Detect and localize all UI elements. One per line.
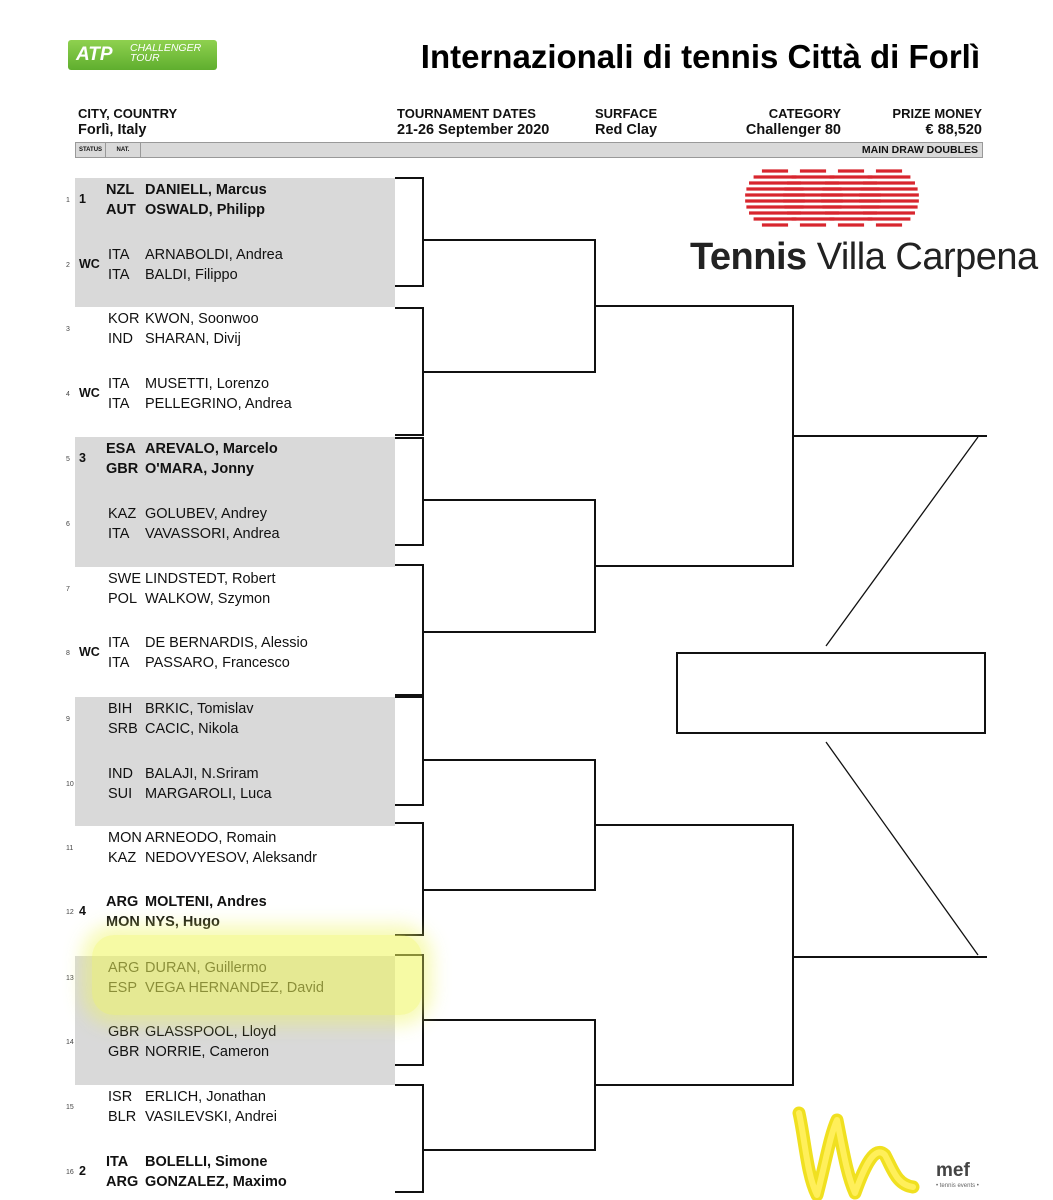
player-nationality: KAZ [108, 850, 137, 866]
player-name: AREVALO, Marcelo [145, 441, 278, 457]
player-name: BALAJI, N.Sriram [145, 766, 259, 782]
draw-position-number: 4 [66, 391, 70, 398]
r1-bracket-5 [395, 697, 423, 805]
player-nationality: GBR [106, 461, 139, 477]
mef-tagline: • tennis events • [936, 1183, 979, 1189]
entry-status: WC [79, 645, 100, 659]
draw-position-number: 10 [66, 781, 74, 788]
r2-bracket-3 [423, 760, 595, 890]
player-nationality: MON [108, 830, 142, 846]
player-nationality: GBR [108, 1044, 140, 1060]
player-name: ERLICH, Jonathan [145, 1089, 266, 1105]
r2-bracket-4 [423, 1020, 595, 1150]
draw-position-number: 1 [66, 197, 70, 204]
draw-position-number: 6 [66, 521, 70, 528]
draw-position-number: 16 [66, 1169, 74, 1176]
player-name: OSWALD, Philipp [145, 202, 266, 218]
sf-bracket-2 [595, 825, 793, 1085]
player-nationality: SWE [108, 571, 142, 587]
diagonal-top [826, 437, 978, 646]
r1-bracket-2 [395, 308, 423, 435]
player-name: KWON, Soonwoo [145, 311, 259, 327]
entry-status: 1 [79, 192, 86, 206]
draw-position-number: 9 [66, 716, 70, 723]
prize-label: PRIZE MONEY [892, 106, 982, 121]
category-value: Challenger 80 [745, 122, 841, 138]
player-name: BRKIC, Tomislav [145, 701, 254, 717]
player-nationality: ISR [108, 1089, 133, 1105]
draw-position-number: 8 [66, 650, 70, 657]
player-nationality: SRB [108, 721, 138, 737]
player-name: SHARAN, Divij [145, 331, 241, 347]
r2-bracket-1 [423, 240, 595, 372]
champion-box [676, 652, 986, 734]
player-nationality: ITA [108, 635, 130, 651]
city-label: CITY, COUNTRY [78, 106, 178, 121]
player-nationality: ARG [106, 894, 139, 910]
draw-position-number: 11 [66, 845, 74, 852]
draw-type: MAIN DRAW DOUBLES [861, 144, 978, 156]
player-nationality: BIH [108, 701, 133, 717]
player-name: NYS, Hugo [145, 914, 220, 930]
draw-position-number: 7 [66, 586, 70, 593]
player-name: BALDI, Filippo [145, 267, 238, 283]
player-nationality: ESA [106, 441, 136, 457]
draw-position-number: 5 [66, 456, 70, 463]
player-nationality: ITA [106, 1154, 129, 1170]
player-name: MUSETTI, Lorenzo [145, 376, 270, 392]
player-name: MOLTENI, Andres [145, 894, 267, 910]
dates-label: TOURNAMENT DATES [397, 106, 536, 121]
city-value: Forlì, Italy [78, 122, 147, 138]
tennis-villa-carpena-text: Tennis Villa Carpena [690, 236, 1038, 278]
highlight-marker [92, 935, 422, 1015]
player-name: WALKOW, Szymon [145, 591, 271, 607]
dates-value: 21-26 September 2020 [397, 122, 550, 138]
entry-status: WC [79, 257, 100, 271]
player-nationality: NZL [106, 182, 135, 198]
player-name: LINDSTEDT, Robert [145, 571, 276, 587]
player-name: DANIELL, Marcus [145, 182, 267, 198]
sf-bracket-1 [595, 306, 793, 566]
page-title: Internazionali di tennis Città di Forlì [420, 38, 980, 75]
player-nationality: KAZ [108, 506, 137, 522]
category-label: CATEGORY [768, 106, 841, 121]
surface-label: SURFACE [595, 106, 658, 121]
player-name: NEDOVYESOV, Aleksandr [145, 850, 317, 866]
diagonal-bottom [826, 742, 978, 955]
entry-status: 4 [79, 904, 86, 918]
surface-value: Red Clay [595, 122, 658, 138]
entry-status: 2 [79, 1164, 86, 1178]
logo-line: CHALLENGER TOUR [130, 42, 202, 64]
player-nationality: BLR [108, 1109, 137, 1125]
player-name: VAVASSORI, Andrea [145, 526, 280, 542]
player-name: GLASSPOOL, Lloyd [145, 1024, 277, 1040]
player-name: ARNABOLDI, Andrea [145, 247, 283, 263]
player-nationality: IND [108, 331, 133, 347]
logo-brand: ATP [76, 44, 113, 65]
draw-position-number: 13 [66, 975, 74, 982]
player-nationality: ARG [106, 1174, 139, 1190]
draw-position-number: 12 [66, 909, 74, 916]
player-name: BOLELLI, Simone [145, 1154, 268, 1170]
draw-position-number: 14 [66, 1039, 74, 1046]
r1-bracket-4 [395, 565, 423, 695]
entry-status: WC [79, 386, 100, 400]
player-nationality: IND [108, 766, 133, 782]
entry-status: 3 [79, 451, 86, 465]
player-nationality: ITA [108, 267, 130, 283]
player-nationality: ITA [108, 376, 130, 392]
player-nationality: ITA [108, 526, 130, 542]
player-nationality: ITA [108, 396, 130, 412]
player-nationality: MON [106, 914, 140, 930]
r2-bracket-2 [423, 500, 595, 632]
player-nationality: SUI [108, 786, 133, 802]
player-name: DE BERNARDIS, Alessio [145, 635, 308, 651]
mef-name: mef [936, 1160, 970, 1181]
player-nationality: AUT [106, 202, 136, 218]
player-nationality: ITA [108, 655, 130, 671]
draw-position-number: 15 [66, 1104, 74, 1111]
draw-position-number: 3 [66, 326, 70, 333]
r1-bracket-6 [395, 823, 423, 935]
player-name: PELLEGRINO, Andrea [145, 396, 292, 412]
player-name: NORRIE, Cameron [145, 1044, 270, 1060]
draw-position-number: 2 [66, 262, 70, 269]
prize-value: € 88,520 [925, 122, 982, 138]
status-column: STATUS [76, 143, 106, 157]
r1-bracket-1 [395, 178, 423, 286]
player-nationality: ITA [108, 247, 130, 263]
player-nationality: KOR [108, 311, 140, 327]
player-name: VASILEVSKI, Andrei [145, 1109, 277, 1125]
player-nationality: POL [108, 591, 138, 607]
r1-bracket-3 [395, 438, 423, 545]
r1-bracket-8 [395, 1085, 423, 1192]
player-name: GONZALEZ, Maximo [145, 1174, 287, 1190]
player-nationality: GBR [108, 1024, 140, 1040]
player-name: PASSARO, Francesco [145, 655, 290, 671]
player-name: O'MARA, Jonny [145, 461, 254, 477]
player-name: ARNEODO, Romain [145, 830, 277, 846]
player-name: MARGAROLI, Luca [145, 786, 272, 802]
player-name: CACIC, Nikola [145, 721, 239, 737]
player-name: GOLUBEV, Andrey [145, 506, 267, 522]
nat-column: NAT. [106, 143, 141, 157]
